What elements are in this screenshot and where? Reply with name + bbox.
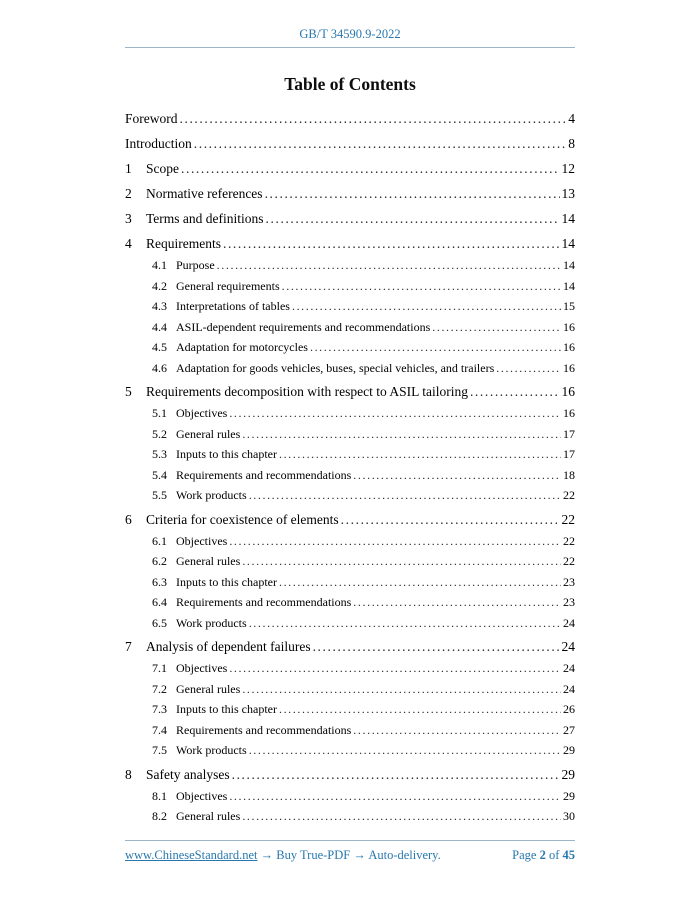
toc-entry-page: 30 (563, 809, 575, 823)
toc-entry-number: 7.2 (152, 681, 167, 696)
toc-entry-page: 26 (563, 702, 575, 716)
toc-leader-dots (217, 255, 561, 276)
toc-entry-text: Safety analyses (146, 766, 230, 782)
toc-entry-number: 5.4 (152, 467, 167, 482)
toc-entry-label (125, 232, 221, 255)
toc-leader-dots (232, 763, 560, 786)
toc-entry-page: 23 (563, 595, 575, 609)
toc-entry-label (152, 403, 227, 424)
toc-entry-label (152, 658, 227, 679)
toc-entry-number: 6.2 (152, 554, 167, 568)
toc-entry-number: 4.5 (152, 340, 167, 354)
toc-entry-number: 7.5 (152, 743, 167, 757)
toc-entry-label (152, 699, 277, 720)
toc-entry-text: Terms and definitions (146, 211, 264, 226)
toc-entry-page: 22 (563, 533, 575, 548)
header-divider (125, 47, 575, 48)
toc-entry-page: 16 (563, 406, 575, 420)
toc-entry-page: 17 (563, 426, 575, 441)
toc-entry-page: 14 (561, 211, 575, 226)
toc-entry-text: Objectives (176, 661, 228, 675)
toc-entry-page: 27 (563, 722, 575, 737)
toc-leader-dots (223, 232, 560, 255)
toc-leader-dots (432, 317, 561, 338)
toc-leader-dots (496, 358, 561, 379)
page-total-number: 45 (562, 848, 575, 862)
toc-entry-number: 5.2 (152, 426, 167, 441)
toc-entry-label (125, 157, 179, 180)
toc-entry-label (152, 485, 247, 506)
toc-entry-page: 16 (563, 319, 575, 334)
toc-leader-dots (470, 380, 560, 403)
toc-leader-dots (242, 424, 561, 445)
toc-leader-dots (249, 613, 561, 634)
toc-entry-label (152, 740, 247, 761)
toc-entry (152, 613, 575, 634)
toc-entry (125, 635, 575, 658)
toc-entry-text: Objectives (176, 406, 228, 420)
toc-entry-page: 4 (568, 111, 575, 126)
toc-entry-page: 13 (561, 186, 575, 201)
toc-leader-dots (279, 444, 561, 465)
toc-entry-number: 4.1 (152, 258, 167, 272)
toc-leader-dots (249, 740, 561, 761)
toc-leader-dots (242, 679, 561, 700)
toc-entry-label (152, 786, 227, 807)
toc-entry (152, 720, 575, 741)
toc-entry (125, 132, 575, 155)
toc-entry-text: Interpretations of tables (176, 299, 290, 313)
toc-entry-number: 4.4 (152, 319, 167, 334)
toc-leader-dots (229, 531, 561, 552)
toc-entry-number: 4 (125, 236, 132, 251)
toc-entry-text: Requirements (146, 236, 221, 251)
toc-entry-text: General rules (176, 809, 241, 823)
toc-entry (152, 658, 575, 679)
toc-entry-number: 8 (125, 766, 132, 782)
toc-entry-number: 7.3 (152, 702, 167, 716)
toc-leader-dots (282, 276, 561, 297)
footer-row (125, 848, 575, 863)
toc-entry-page: 29 (563, 788, 575, 803)
toc-entry-text: Adaptation for goods vehicles, buses, special vehicles, and trailers (176, 360, 495, 375)
toc-entry-number: 7 (125, 639, 132, 654)
toc-leader-dots (181, 157, 560, 180)
toc-entry-number: 5.3 (152, 447, 167, 461)
toc-entry-number: 7.4 (152, 722, 167, 737)
toc-entry-page: 16 (563, 340, 575, 354)
toc-list (125, 107, 575, 827)
toc-entry-text: Objectives (176, 533, 228, 548)
toc-entry (152, 699, 575, 720)
toc-entry-page: 24 (563, 681, 575, 696)
toc-entry (152, 296, 575, 317)
toc-entry-page: 22 (563, 488, 575, 502)
toc-entry-text: Inputs to this chapter (176, 574, 277, 589)
arrow-icon: → (353, 848, 366, 862)
toc-leader-dots (353, 465, 561, 486)
toc-entry-label (152, 465, 351, 486)
toc-entry (125, 508, 575, 531)
toc-leader-dots (353, 592, 561, 613)
toc-entry (152, 679, 575, 700)
toc-entry-label (152, 358, 494, 379)
toc-entry (152, 255, 575, 276)
toc-entry (125, 182, 575, 205)
toc-entry-number: 6.1 (152, 533, 167, 548)
toc-entry-page: 22 (563, 554, 575, 568)
toc-entry-text: Work products (176, 488, 247, 502)
toc-entry-label (125, 635, 311, 658)
toc-leader-dots (310, 337, 561, 358)
toc-entry-page: 23 (563, 574, 575, 589)
toc-entry-text: Normative references (146, 186, 263, 201)
toc-entry-number: 4.6 (152, 360, 167, 375)
toc-entry-text: Work products (176, 615, 247, 630)
toc-entry-page: 16 (561, 384, 575, 399)
toc-entry-text: General requirements (176, 278, 280, 293)
toc-entry-number: 5 (125, 384, 132, 399)
toc-leader-dots (249, 485, 561, 506)
toc-leader-dots (341, 508, 560, 531)
toc-entry-page: 8 (568, 136, 575, 151)
toc-entry-label (152, 255, 215, 276)
toc-entry-page: 22 (561, 511, 575, 527)
footer-action-delivery: Auto-delivery. (368, 848, 441, 862)
toc-entry (152, 592, 575, 613)
toc-entry-page: 16 (563, 360, 575, 375)
toc-entry (152, 317, 575, 338)
toc-entry (125, 380, 575, 403)
toc-entry-number: 4.2 (152, 278, 167, 293)
toc-entry-label (152, 424, 240, 445)
toc-entry (152, 806, 575, 827)
toc-leader-dots (292, 296, 561, 317)
toc-leader-dots (279, 572, 561, 593)
toc-leader-dots (242, 551, 561, 572)
toc-entry-page: 14 (561, 236, 575, 251)
toc-entry-label (125, 508, 339, 531)
toc-entry-text: Objectives (176, 788, 228, 803)
toc-entry-text: Inputs to this chapter (176, 702, 277, 716)
page-title: Table of Contents (284, 74, 416, 94)
toc-entry (125, 207, 575, 230)
footer-action-buy: Buy True-PDF (276, 848, 351, 862)
of-label: of (548, 848, 560, 862)
toc-entry-label (152, 317, 430, 338)
toc-entry-text: Requirements and recommendations (176, 467, 352, 482)
toc-entry-page: 14 (563, 278, 575, 293)
toc-entry-label (152, 531, 227, 552)
toc-entry-label (152, 444, 277, 465)
toc-entry-page: 24 (561, 639, 575, 654)
toc-leader-dots (279, 699, 561, 720)
toc-entry-number: 7.1 (152, 661, 167, 675)
toc-entry-page: 29 (561, 766, 575, 782)
toc-entry-page: 15 (563, 299, 575, 313)
toc-leader-dots (194, 132, 567, 155)
toc-entry-text: Requirements decomposition with respect to ASIL tailoring (146, 384, 468, 399)
toc-entry-label (152, 276, 280, 297)
toc-leader-dots (180, 107, 567, 130)
toc-entry-page: 18 (563, 467, 575, 482)
toc-entry-label (152, 551, 240, 572)
toc-entry-label (152, 806, 240, 827)
toc-entry-text: General rules (176, 681, 241, 696)
toc-entry-text: Introduction (125, 136, 192, 151)
toc-leader-dots (353, 720, 561, 741)
toc-entry-label (125, 380, 468, 403)
toc-entry-label (125, 207, 264, 230)
toc-entry-text: Foreword (125, 111, 178, 126)
document-number: GB/T 34590.9-2022 (299, 27, 401, 41)
toc-entry-number: 8.1 (152, 788, 167, 803)
toc-entry (152, 403, 575, 424)
toc-leader-dots (265, 182, 560, 205)
document-footer (125, 840, 575, 863)
toc-entry-number: 5.1 (152, 406, 167, 420)
toc-leader-dots (242, 806, 561, 827)
toc-entry-label (152, 572, 277, 593)
toc-entry-text: Inputs to this chapter (176, 447, 277, 461)
toc-entry-label (152, 679, 240, 700)
toc-entry-text: Criteria for coexistence of elements (146, 511, 339, 527)
toc-entry-page: 29 (563, 743, 575, 757)
toc-leader-dots (229, 786, 561, 807)
toc-entry (125, 232, 575, 255)
footer-info (125, 848, 441, 863)
toc-entry (152, 337, 575, 358)
toc-entry-number: 6.5 (152, 615, 167, 630)
toc-entry-text: Purpose (176, 258, 215, 272)
toc-entry-page: 14 (563, 258, 575, 272)
toc-entry-text: Requirements and recommendations (176, 722, 352, 737)
toc-entry-text: Work products (176, 743, 247, 757)
toc-entry-number: 4.3 (152, 299, 167, 313)
arrow-icon: → (260, 848, 274, 862)
toc-entry (152, 485, 575, 506)
toc-entry-text: General rules (176, 426, 241, 441)
toc-entry-number: 2 (125, 186, 132, 201)
toc-entry-text: Adaptation for motorcycles (176, 340, 308, 354)
toc-entry-number: 3 (125, 211, 132, 226)
toc-entry-label (152, 613, 247, 634)
toc-entry-text: Requirements and recommendations (176, 595, 352, 609)
toc-leader-dots (313, 635, 560, 658)
toc-entry-page: 12 (561, 161, 575, 176)
toc-entry-number: 6.3 (152, 574, 167, 589)
toc-entry-text: ASIL-dependent requirements and recommendations (176, 319, 431, 334)
toc-entry-number: 6.4 (152, 595, 167, 609)
toc-entry (152, 531, 575, 552)
toc-entry-text: Scope (146, 161, 179, 176)
toc-entry-label (152, 592, 351, 613)
toc-entry (152, 276, 575, 297)
toc-entry (152, 465, 575, 486)
toc-entry (152, 424, 575, 445)
toc-entry (152, 740, 575, 761)
site-link[interactable]: www.ChineseStandard.net (125, 848, 258, 862)
toc-leader-dots (229, 658, 561, 679)
toc-entry-number: 1 (125, 161, 132, 176)
toc-entry-number: 5.5 (152, 488, 167, 502)
toc-entry (152, 444, 575, 465)
toc-entry-page: 17 (563, 447, 575, 461)
toc-entry (125, 157, 575, 180)
document-header (125, 0, 575, 48)
toc-entry (152, 786, 575, 807)
toc-entry-label (125, 763, 230, 786)
page-current-number: 2 (539, 848, 546, 862)
toc-entry-number: 8.2 (152, 809, 167, 823)
toc-entry-label (125, 182, 263, 205)
toc-entry (125, 763, 575, 786)
toc-entry (152, 551, 575, 572)
toc-entry-page: 24 (563, 661, 575, 675)
page-label: Page (512, 848, 537, 862)
toc-entry-page: 24 (563, 615, 575, 630)
footer-divider (125, 840, 575, 841)
page-indicator (512, 848, 575, 863)
toc-entry (152, 572, 575, 593)
toc-entry (152, 358, 575, 379)
toc-leader-dots (229, 403, 561, 424)
toc-entry-text: Analysis of dependent failures (146, 639, 311, 654)
toc-entry-label (125, 107, 178, 130)
toc-entry-label (152, 720, 351, 741)
toc-entry-number: 6 (125, 511, 132, 527)
toc-entry (125, 107, 575, 130)
toc-entry-label (152, 337, 308, 358)
toc-entry-label (125, 132, 192, 155)
toc-entry-text: General rules (176, 554, 241, 568)
toc-entry-label (152, 296, 290, 317)
toc-leader-dots (266, 207, 560, 230)
